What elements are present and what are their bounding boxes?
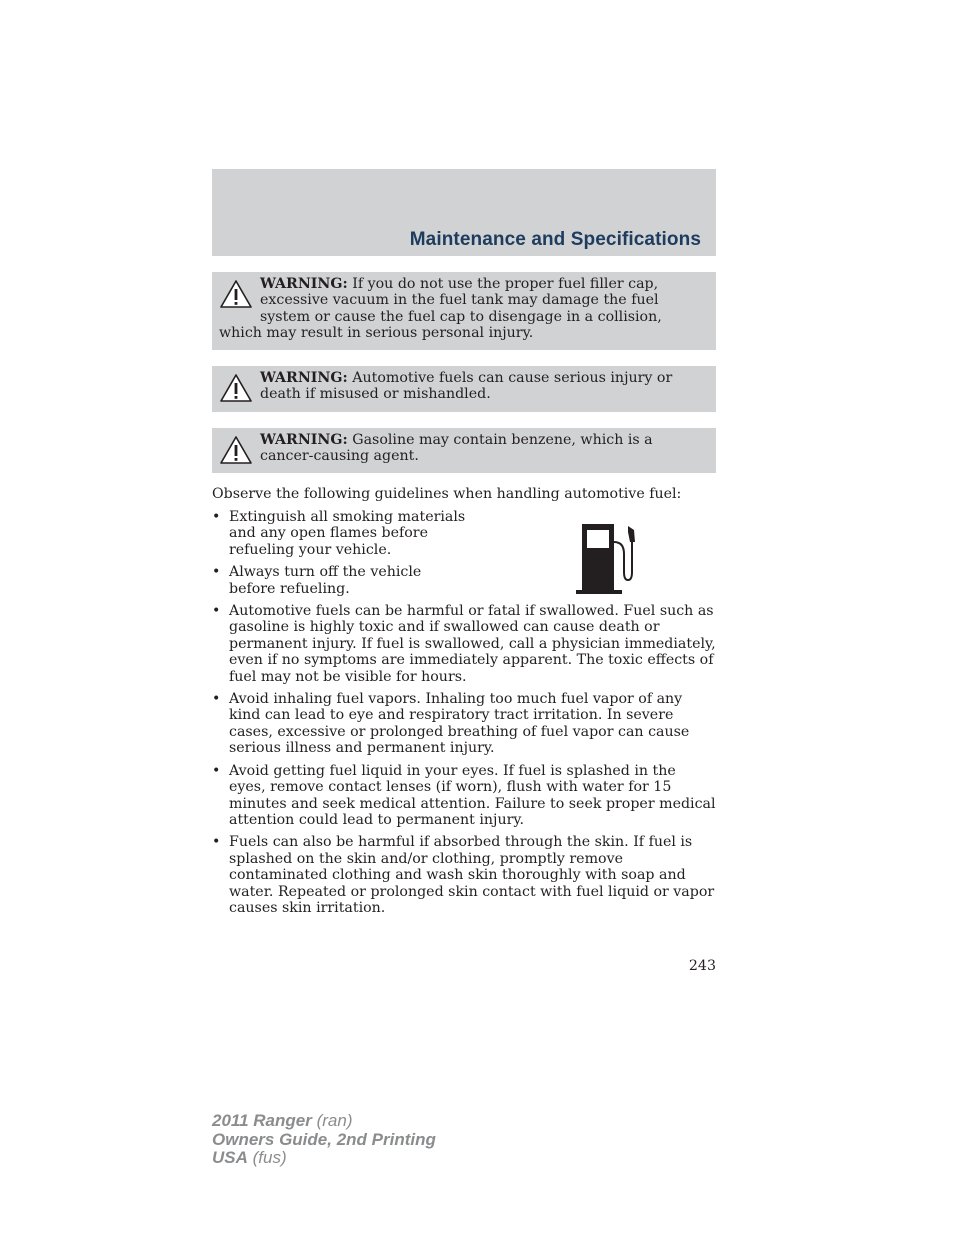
page-number: 243 bbox=[688, 958, 716, 974]
warning-triangle-icon bbox=[219, 279, 253, 309]
warning-triangle-icon bbox=[219, 373, 253, 403]
section-title: Maintenance and Specifications bbox=[409, 229, 701, 250]
warning-box-benzene bbox=[212, 428, 716, 473]
publication-footer bbox=[212, 1112, 436, 1168]
warning-box-fuel-misuse bbox=[212, 366, 716, 412]
warning-text: Gasoline may contain benzene, which is a cancer-causing agent. bbox=[260, 432, 653, 465]
list-item: • Automotive fuels can be harmful or fatal if swallowed. Fuel such as gasoline is highly toxic and if swallowed can cause death or permanent injury. If fuel is swallowed, call a physician immediately, even if no symptoms are immediately apparent. The toxic effects of fuel may not be visible for hours. bbox=[212, 603, 716, 685]
section-header bbox=[212, 169, 716, 256]
footer-model-code: (ran) bbox=[311, 1111, 353, 1130]
warning-label: WARNING: bbox=[260, 432, 348, 448]
footer-model: 2011 Ranger bbox=[212, 1111, 312, 1130]
warning-box-fuel-cap bbox=[212, 272, 716, 350]
footer-guide: Owners Guide, 2nd Printing bbox=[212, 1129, 436, 1149]
list-item: • Avoid getting fuel liquid in your eyes. If fuel is splashed in the eyes, remove contact lenses (if worn), flush with water for 15 minutes and seek medical attention. Failure to seek proper medical attention could lead to permanent injury. bbox=[212, 763, 716, 829]
list-item: • Avoid inhaling fuel vapors. Inhaling too much fuel vapor of any kind can lead to eye and respiratory tract irritation. In severe cases, excessive or prolonged breathing of fuel vapor can cause serious illness and permanent injury. bbox=[212, 691, 716, 757]
footer-market: USA bbox=[212, 1148, 248, 1167]
list-item: • Extinguish all smoking materials and any open flames before refueling your vehicle. bbox=[212, 509, 467, 558]
warning-triangle-icon bbox=[219, 435, 253, 465]
warning-text: If you do not use the proper fuel filler cap, excessive vacuum in the fuel tank may damage the fuel system or cause the fuel cap to disengage in a collision, which may result in serious personal injury. bbox=[219, 276, 662, 342]
guidelines-intro: Observe the following guidelines when handling automotive fuel: bbox=[212, 486, 682, 502]
warning-label: WARNING: bbox=[260, 276, 348, 292]
footer-market-code: (fus) bbox=[247, 1148, 287, 1167]
warning-label: WARNING: bbox=[260, 370, 348, 386]
list-item: • Always turn off the vehicle before refueling. bbox=[212, 564, 467, 597]
warning-text: Automotive fuels can cause serious injury or death if misused or mishandled. bbox=[260, 370, 673, 403]
fuel-handling-guidelines bbox=[212, 509, 716, 922]
list-item: • Fuels can also be harmful if absorbed through the skin. If fuel is splashed on the skin and/or clothing, promptly remove contaminated clothing and wash skin thoroughly with soap and water. Repeated or prolonged skin contact with fuel liquid or vapor causes skin irritation. bbox=[212, 834, 716, 916]
